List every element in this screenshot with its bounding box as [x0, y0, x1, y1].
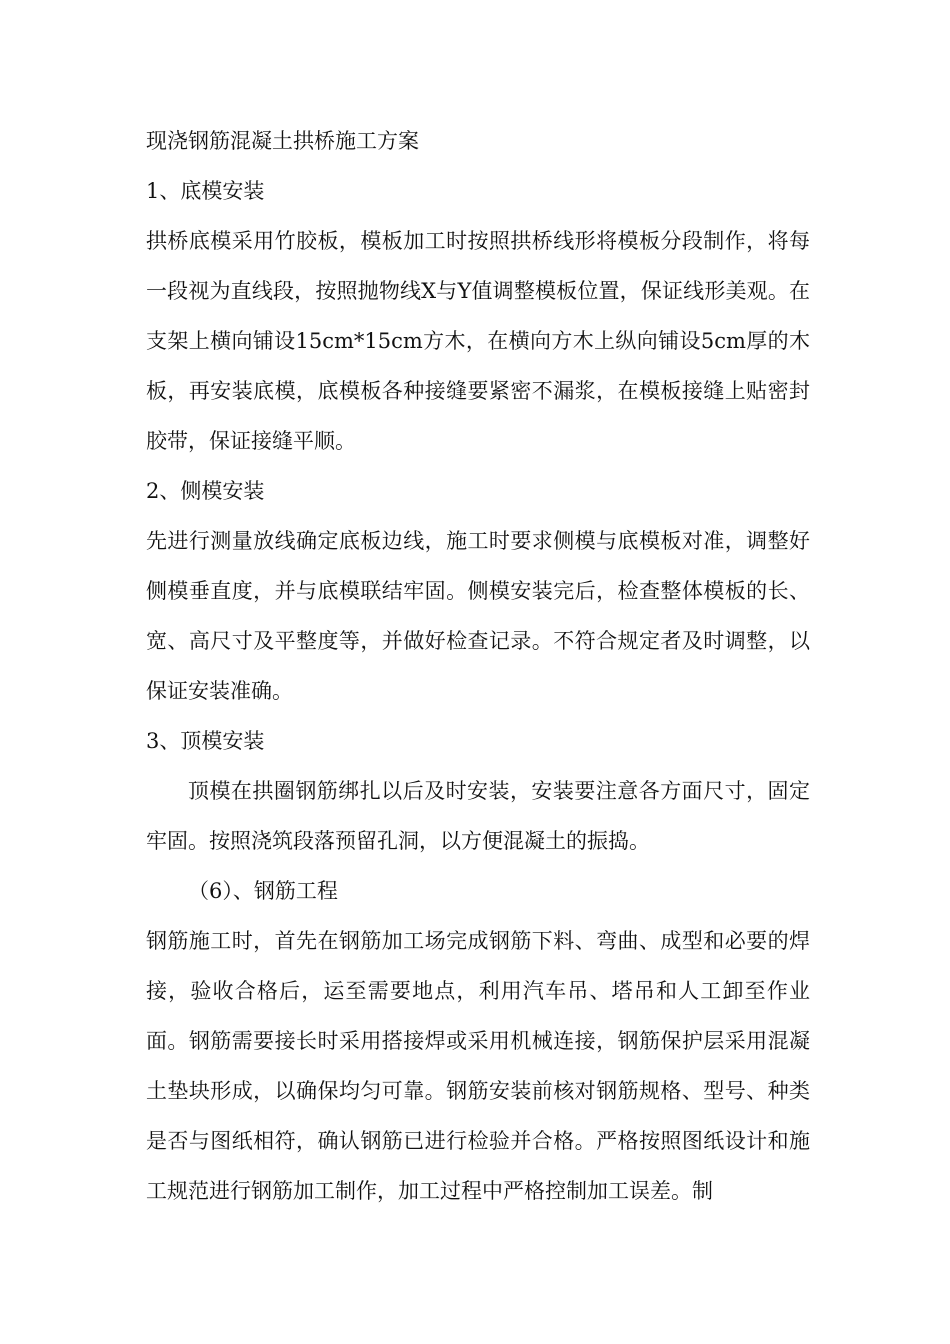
- document-content: [146, 116, 810, 1216]
- section-body-bottom-formwork: 拱桥底模采用竹胶板，模板加工时按照拱桥线形将模板分段制作，将每一段视为直线段，按照抛物线X与Y值调整模板位置，保证线形美观。在支架上横向铺设15cm*15cm方木，在横向方木上纵向铺设5cm厚的木板，再安装底模，底模板各种接缝要紧密不漏浆，在模板接缝上贴密封胶带，保证接缝平顺。: [146, 229, 810, 453]
- section-body-rebar-works: 钢筋施工时，首先在钢筋加工场完成钢筋下料、弯曲、成型和必要的焊接，验收合格后，运至需要地点，利用汽车吊、塔吊和人工卸至作业面。钢筋需要接长时采用搭接焊或采用机械连接，钢筋保护层采用混凝土垫块形成，以确保均匀可靠。钢筋安装前核对钢筋规格、型号、种类是否与图纸相符，确认钢筋已进行检验并合格。严格按照图纸设计和施工规范进行钢筋加工制作，加工过程中严格控制加工误差。制: [146, 929, 810, 1203]
- document-title: 现浇钢筋混凝土拱桥施工方案: [146, 129, 419, 153]
- section-heading-rebar-works: （6）、钢筋工程: [188, 879, 338, 903]
- section-heading-side-formwork: 2、侧模安装: [146, 479, 265, 503]
- section-body-side-formwork: 先进行测量放线确定底板边线，施工时要求侧模与底模板对准，调整好侧模垂直度，并与底模联结牢固。侧模安装完后，检查整体模板的长、宽、高尺寸及平整度等，并做好检查记录。不符合规定者及时调整，以保证安装准确。: [146, 529, 810, 703]
- section-body-top-formwork: 顶模在拱圈钢筋绑扎以后及时安装，安装要注意各方面尺寸，固定牢固。按照浇筑段落预留孔洞，以方便混凝土的振捣。: [146, 779, 810, 853]
- section-heading-bottom-formwork: 1、底模安装: [146, 179, 265, 203]
- section-heading-top-formwork: 3、顶模安装: [146, 729, 265, 753]
